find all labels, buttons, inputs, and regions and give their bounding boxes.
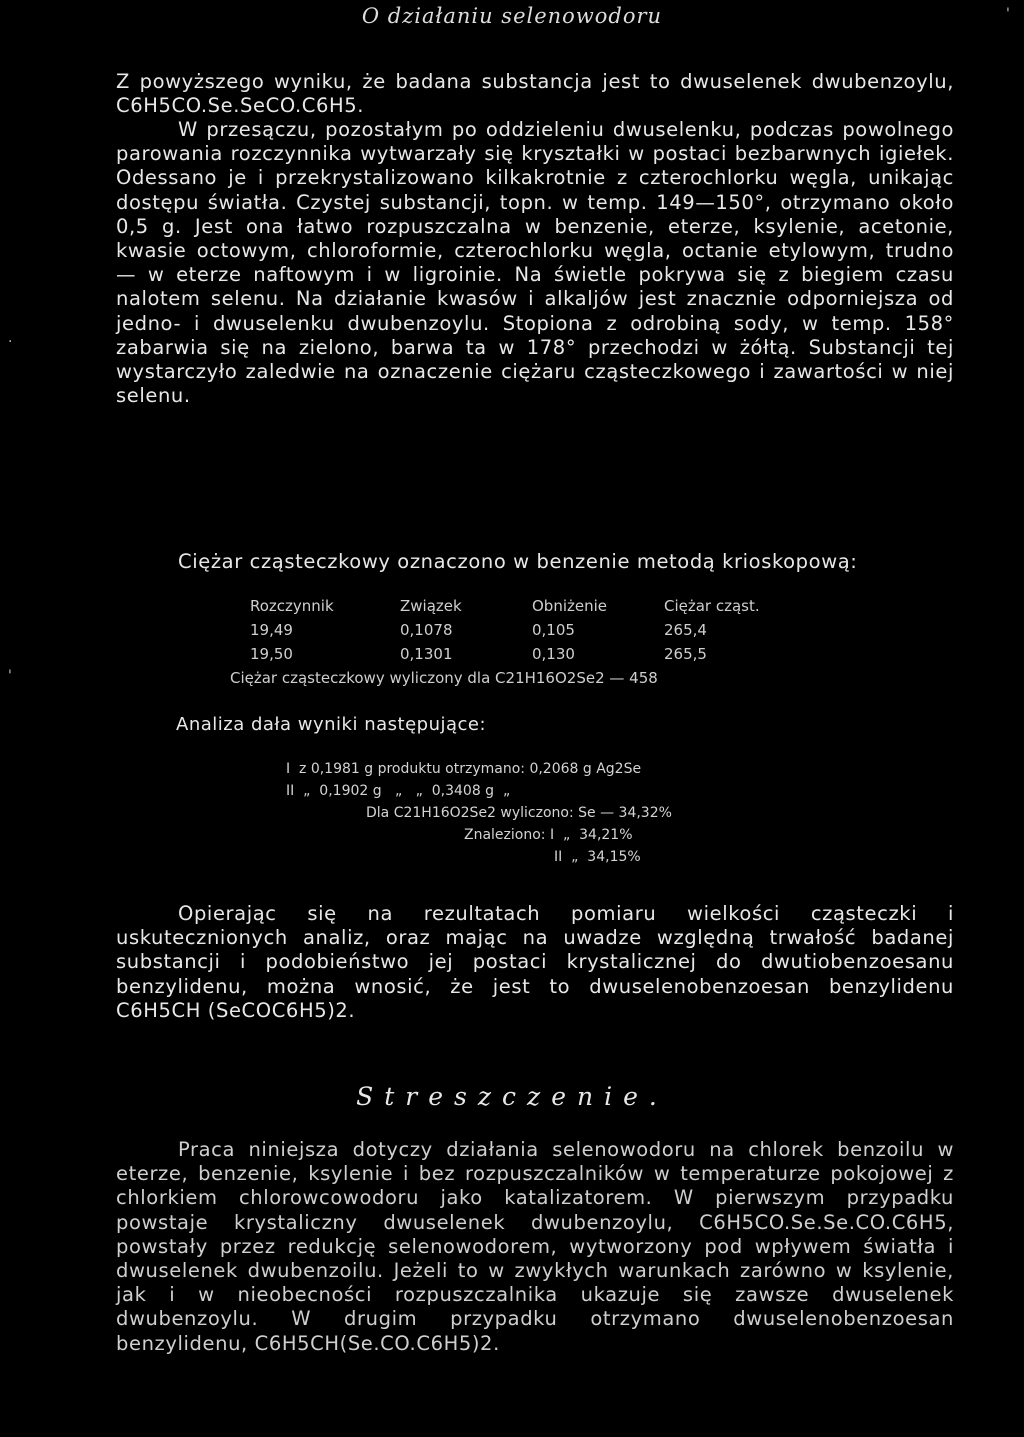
paragraph-conclusion: Z powyższego wyniku, że badana substancja jest to dwuselenek dwubenzoylu, C6H5CO.Se.SeCO.C6H5. — [116, 70, 954, 118]
margin-mark: . — [8, 330, 13, 346]
analysis-line: Znaleziono: I „ 34,21% — [464, 827, 633, 843]
table-cell: 265,5 — [664, 645, 707, 663]
table-row — [250, 618, 910, 642]
paragraph-interpretation: Opierając się na rezultatach pomiaru wielkości cząsteczki i uskutecznionych analiz, oraz mając na uwadze względną trwałość badanej substancji i podobieństwo jej postaci krystalicznej do dwutiobenzoesanu benzylidenu, można wnosić, że jest to dwuselenobenzoesan benzylidenu C6H5CH (SeCOC6H5)2. — [116, 902, 954, 1022]
table-cell: 0,1078 — [400, 621, 453, 639]
margin-mark: ' — [1006, 6, 1010, 22]
table-header-row — [250, 594, 910, 618]
analysis-line: II „ 0,1902 g „ „ 0,3408 g „ — [286, 783, 511, 799]
table-header-cell: Rozczynnik — [250, 597, 334, 615]
paragraph-summary: Praca niniejsza dotyczy działania selenowodoru na chlorek benzoilu w eterze, benzenie, ksylenie i bez rozpuszczalników w temperaturze pokojowej z chlorkiem chlorowcowodoru jako katalizatorem. W pierwszym przypadku powstaje krystaliczny dwuselenek dwubenzoylu, C6H5CO.Se.Se.CO.C6H5, powstały przez redukcję selenowodorem, wytworzony pod wpływem światła i dwuselenek dwubenzoilu. Jeżeli to w zwykłych warunkach zarówno w ksylenie, jak i w nieobecności rozpuszczalnika ukazuje się zawsze dwuselenek dwubenzoylu. W drugim przypadku otrzymano dwuselenobenzoesan benzylidenu, C6H5CH(Se.CO.C6H5)2. — [116, 1138, 954, 1355]
section-title: Streszczenie. — [356, 1082, 668, 1111]
cryoscopy-table — [230, 594, 910, 690]
table-cell: 19,50 — [250, 645, 293, 663]
paragraph-filtrate: W przesączu, pozostałym po oddzieleniu dwuselenku, podczas powolnego parowania rozczynnika wytwarzały się kryształki w postaci bezbarwnych igiełek. Odessano je i przekrystalizowano kilkakrotnie z czterochlorku węgla, unikając dostępu światła. Czystej substancji, topn. w temp. 149—150°, otrzymano około 0,5 g. Jest ona łatwo rozpuszczalna w benzenie, eterze, ksylenie, acetonie, kwasie octowym, chloroformie, czterochlorku węgla, octanie etylowym, trudno — w eterze naftowym i w ligroinie. Na świetle pokrywa się z biegiem czasu nalotem selenu. Na działanie kwasów i alkaljów jest znacznie odporniejsza od jedno- i dwuselenku dwubenzoylu. Stopiona z odrobiną sody, w temp. 158° zabarwia się na zielono, barwa ta w 178° przechodzi w żółtą. Substancji tej wystarczyło zaledwie na oznaczenie ciężaru cząsteczkowego i zawartości w niej selenu. — [116, 118, 954, 408]
table-header-cell: Ciężar cząst. — [664, 597, 760, 615]
analysis-line: Dla C21H16O2Se2 wyliczono: Se — 34,32% — [366, 805, 672, 821]
analysis-results — [286, 758, 672, 868]
table-header-cell: Obniżenie — [532, 597, 608, 615]
analysis-intro: Analiza dała wyniki następujące: — [176, 714, 487, 735]
running-head: O działaniu selenowodoru — [361, 4, 663, 28]
analysis-line: II „ 34,15% — [554, 849, 641, 865]
table-cell: 19,49 — [250, 621, 293, 639]
table-row — [250, 642, 910, 666]
analysis-line: I z 0,1981 g produktu otrzymano: 0,2068 g Ag2Se — [286, 761, 642, 777]
table-cell: 0,105 — [532, 621, 575, 639]
margin-mark: ' — [8, 668, 12, 684]
paragraph-molecular-weight: Ciężar cząsteczkowy oznaczono w benzenie metodą krioskopową: — [178, 550, 858, 573]
table-header-cell: Związek — [400, 597, 462, 615]
table-footer: Ciężar cząsteczkowy wyliczony dla C21H16O2Se2 — 458 — [230, 669, 658, 687]
table-cell: 0,1301 — [400, 645, 453, 663]
table-cell: 0,130 — [532, 645, 575, 663]
table-cell: 265,4 — [664, 621, 707, 639]
